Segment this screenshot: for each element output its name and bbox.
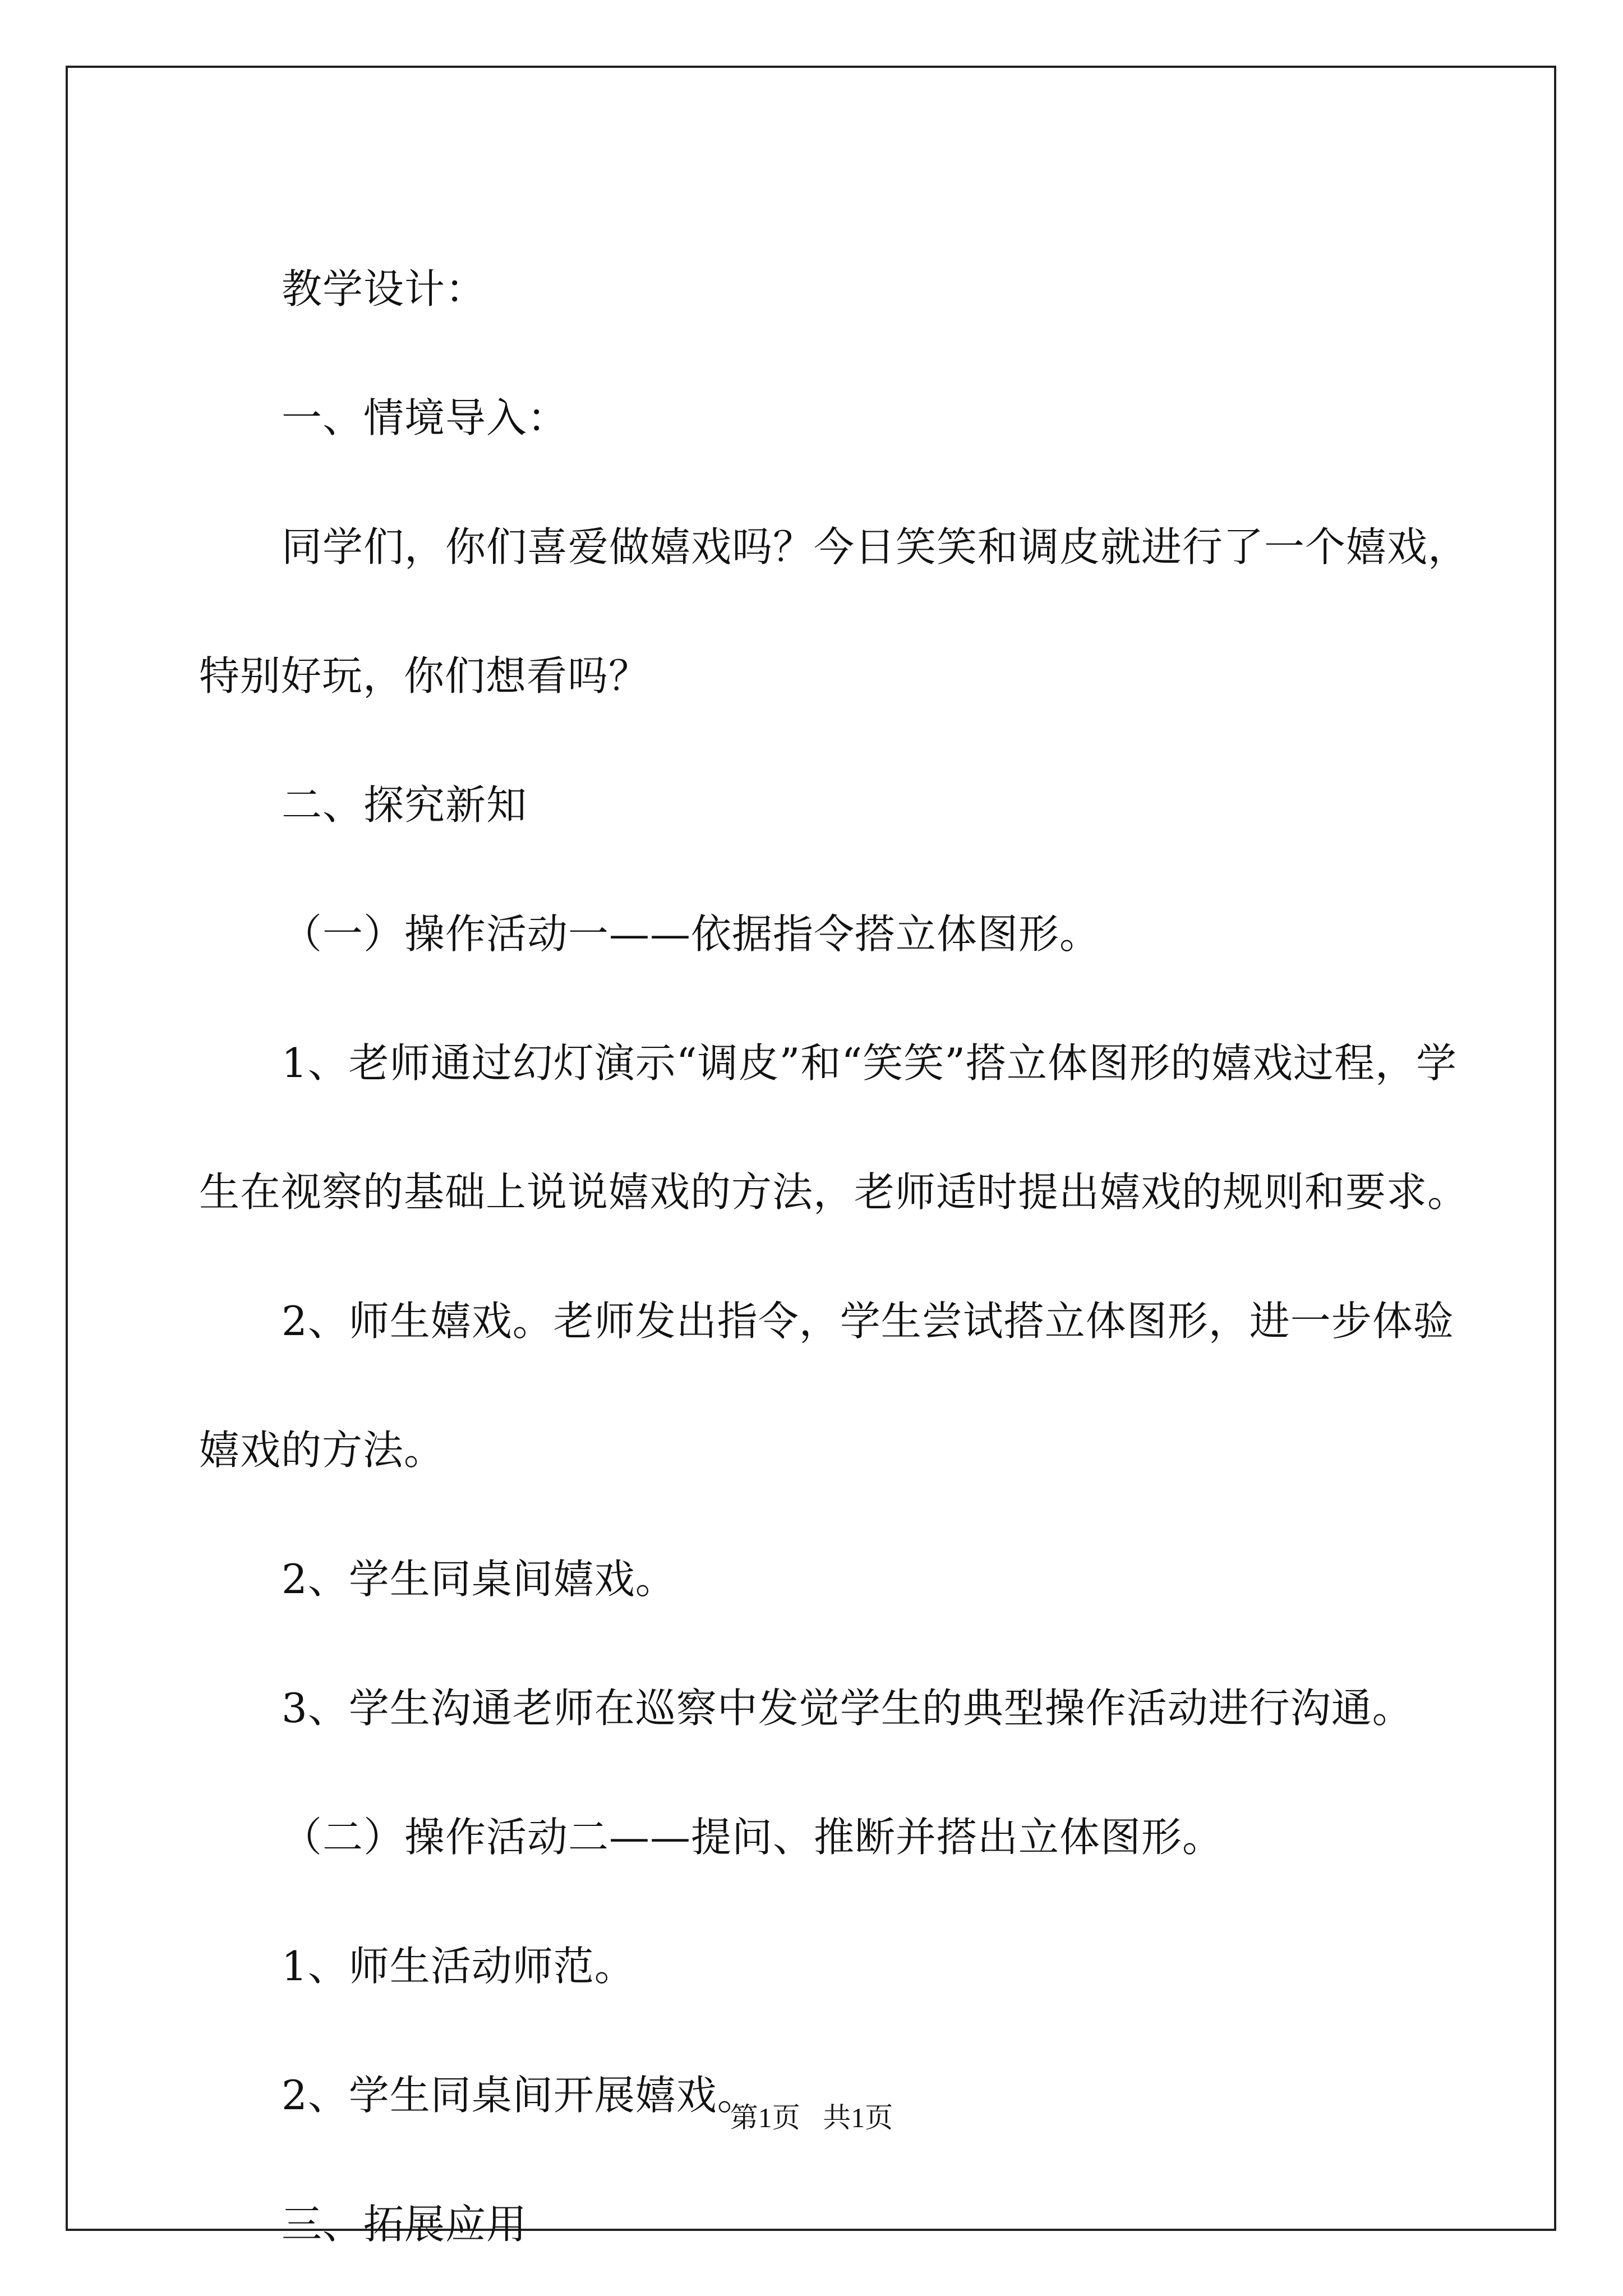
paragraph-section-one: 一、情境导入： xyxy=(282,394,569,441)
paragraph-activity-two-step-2: 2、学生同桌间开展嬉戏。 xyxy=(282,2072,758,2119)
paragraph-step-2: 2、师生嬉戏。老师发出指令，学生尝试搭立体图形，进一步体验嬉戏的方法。 xyxy=(199,1297,1454,1474)
paragraph-step-3: 3、学生沟通老师在巡察中发觉学生的典型操作活动进行沟通。 xyxy=(282,1685,1413,1732)
paragraph-step-1: 1、老师通过幻灯演示“调皮”和“笑笑”搭立体图形的嬉戏过程，学生在视察的基础上说说嬉戏的方法，老师适时提出嬉戏的规则和要求。 xyxy=(199,1039,1469,1216)
paragraph-activity-two-step-1: 1、师生活动师范。 xyxy=(282,1943,635,1990)
paragraph-teaching-design: 教学设计： xyxy=(282,265,487,312)
page-number-current: 第1页 xyxy=(730,2102,800,2133)
paragraph-section-three: 三、拓展应用 xyxy=(282,2201,528,2248)
page-footer xyxy=(0,2095,1623,2136)
paragraph-step-2b: 2、学生同桌间嬉戏。 xyxy=(282,1556,676,1603)
paragraph-section-two: 二、探究新知 xyxy=(282,781,528,829)
paragraph-activity-one: （一）操作活动一——依据指令搭立体图形。 xyxy=(282,910,1101,958)
document-body xyxy=(199,224,1472,2289)
paragraph-activity-two: （二）操作活动二——提问、推断并搭出立体图形。 xyxy=(282,1814,1224,1861)
paragraph-intro: 同学们，你们喜爱做嬉戏吗？今日笑笑和调皮就进行了一个嬉戏，特别好玩，你们想看吗？ xyxy=(199,523,1469,700)
page-number-total: 共1页 xyxy=(823,2102,893,2133)
